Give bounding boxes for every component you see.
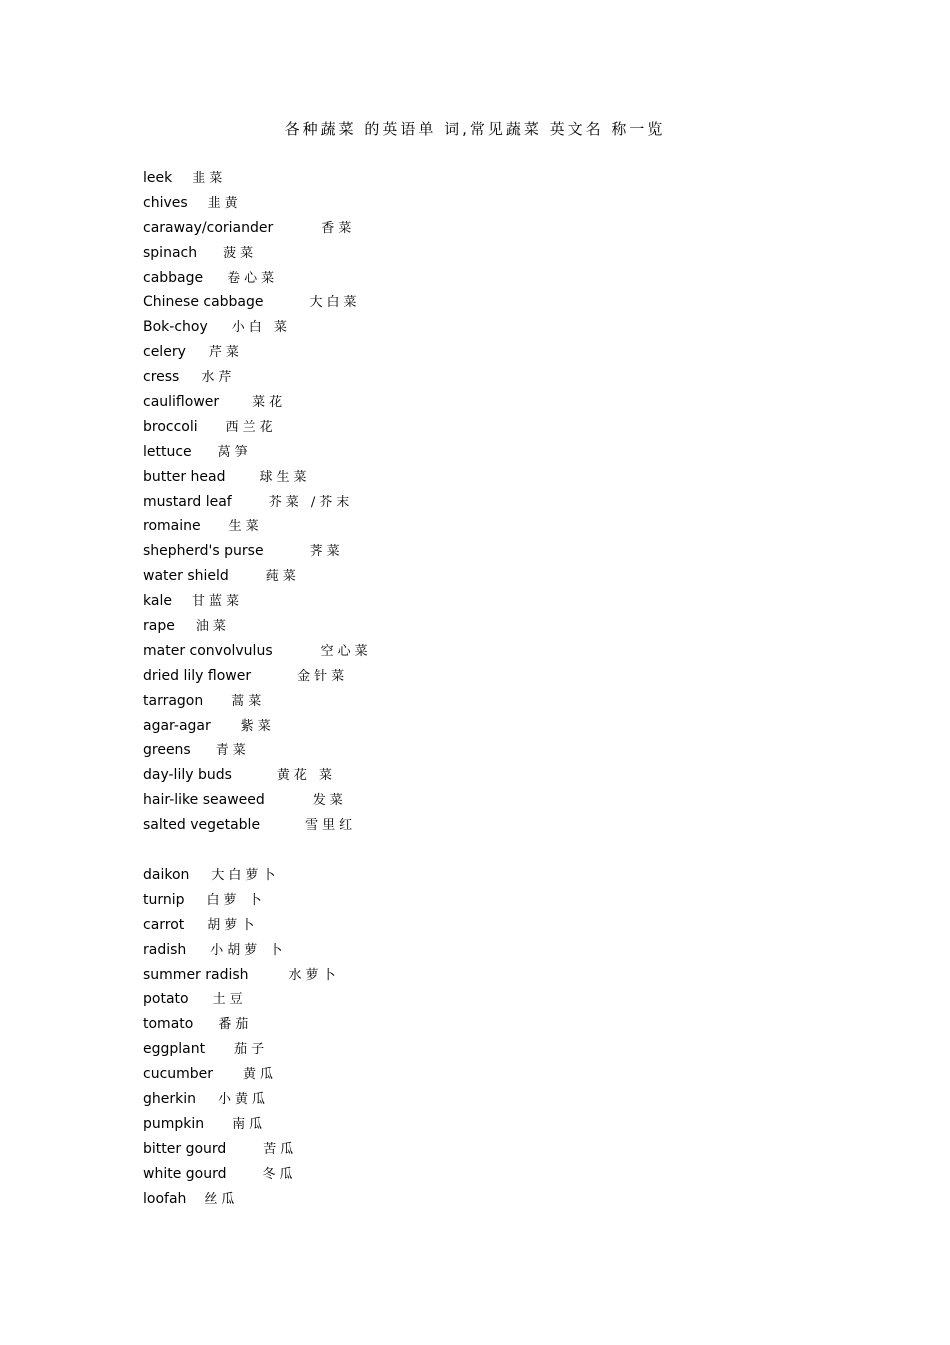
english-term: caraway/coriander [143,219,274,236]
english-term: day-lily buds [143,767,232,784]
chinese-translation: 莼菜 [265,569,300,585]
chinese-translation: 莴笋 [217,444,252,460]
english-term: romaine [143,518,201,535]
english-term: leek [143,170,173,186]
chinese-translation: 油菜 [195,619,230,635]
english-term: Chinese cabbage [143,294,264,311]
english-term: Bok-choy [143,319,208,336]
english-term: carrot [143,916,185,933]
chinese-translation: 韭黄 [207,195,242,211]
chinese-translation: 芹菜 [208,345,243,361]
list-item [143,166,743,191]
english-term: summer radish [143,966,249,983]
list-item [143,465,743,490]
list-item [143,913,743,938]
chinese-translation: 香菜 [321,220,356,236]
chinese-translation: 荠菜 [309,544,344,560]
chinese-translation: 冬瓜 [262,1166,297,1182]
list-item [143,788,743,813]
chinese-translation: 雪里红 [305,818,357,834]
page-title: 各种蔬菜 的英语单 词,常见蔬菜 英文名 称一览 [284,120,666,138]
chinese-translation: 小白 菜 [231,320,291,336]
chinese-translation: 西兰花 [225,419,277,435]
english-term: cucumber [143,1066,214,1083]
chinese-translation: 紫菜 [240,718,275,734]
list-item [143,863,743,888]
english-term: bitter gourd [143,1140,227,1157]
chinese-translation: 茄子 [234,1042,269,1058]
english-term: hair-like seaweed [143,792,265,809]
chinese-translation: 白萝 卜 [206,892,266,908]
list-item [143,938,743,963]
chinese-translation: 南瓜 [232,1116,267,1132]
english-term: agar-agar [143,717,211,734]
english-term: shepherd's purse [143,543,264,560]
chinese-translation: 菜花 [252,395,287,411]
list-item [143,813,743,838]
chinese-translation: 球生菜 [259,469,311,485]
chinese-translation: 胡萝卜 [207,917,259,933]
english-term: mustard leaf [143,493,232,510]
list-item [143,639,743,664]
list-item [143,888,743,913]
chinese-translation: 空心菜 [320,643,372,659]
list-item [143,763,743,788]
english-term: cauliflower [143,394,220,411]
list-item [143,664,743,689]
english-term: dried lily flower [143,667,252,684]
chinese-translation: 水芹 [201,370,236,386]
list-item [143,191,743,216]
chinese-translation: 水萝卜 [288,967,340,983]
english-term: potato [143,991,189,1008]
list-item [143,1187,743,1212]
english-term: butter head [143,468,226,485]
list-item [143,539,743,564]
english-term: rape [143,618,175,635]
list-item [143,1037,743,1062]
chinese-translation: 大白萝卜 [211,867,280,883]
list-item [143,1137,743,1162]
list-item [143,440,743,465]
chinese-translation: 丝瓜 [204,1191,239,1207]
list-item [143,1087,743,1112]
list-item [143,266,743,291]
english-term: cabbage [143,269,204,286]
list-item [143,241,743,266]
english-term: spinach [143,244,198,261]
english-term: tarragon [143,692,204,709]
chinese-translation: 黄瓜 [243,1067,278,1083]
list-item [143,963,743,988]
english-term: celery [143,344,186,361]
english-term: lettuce [143,443,192,460]
english-term: salted vegetable [143,817,261,834]
chinese-translation: 小黄瓜 [218,1091,270,1107]
english-term: water shield [143,568,229,585]
list-item [143,714,743,739]
chinese-translation: 蒿菜 [231,693,266,709]
group-spacer [143,838,743,863]
english-term: chives [143,194,188,211]
english-term: turnip [143,891,185,908]
english-term: radish [143,941,187,958]
list-item [143,415,743,440]
english-term: gherkin [143,1090,196,1107]
list-item [143,1012,743,1037]
chinese-translation: 金针菜 [297,668,349,684]
english-term: broccoli [143,418,198,435]
english-term: cress [143,369,180,386]
chinese-translation: 甘蓝菜 [191,594,243,610]
list-item [143,1062,743,1087]
chinese-translation: 小胡萝 卜 [210,942,287,958]
english-term: pumpkin [143,1115,205,1132]
list-item [143,1162,743,1187]
chinese-translation: 卷心菜 [227,270,279,286]
chinese-translation: 芥菜 /芥末 [268,494,354,510]
chinese-translation: 韭菜 [192,171,227,186]
chinese-translation: 发菜 [312,793,347,809]
chinese-translation: 苦瓜 [263,1141,298,1157]
list-item [143,390,743,415]
list-item [143,564,743,589]
list-item [143,589,743,614]
chinese-translation: 土豆 [212,992,247,1008]
list-item [143,514,743,539]
chinese-translation: 菠菜 [223,245,258,261]
chinese-translation: 青菜 [215,743,250,759]
list-item [143,365,743,390]
list-item [143,738,743,763]
list-item [143,216,743,241]
list-item [143,290,743,315]
list-item [143,490,743,515]
list-item [143,1112,743,1137]
chinese-translation: 生菜 [228,519,263,535]
english-term: tomato [143,1016,194,1033]
chinese-translation: 大白菜 [309,295,361,311]
english-term: loofah [143,1190,187,1207]
list-item [143,614,743,639]
english-term: kale [143,593,172,610]
vocabulary-list [143,166,743,1211]
english-term: mater convolvulus [143,642,273,659]
list-item [143,340,743,365]
list-item [143,315,743,340]
english-term: greens [143,742,191,759]
list-item [143,689,743,714]
english-term: white gourd [143,1165,227,1182]
english-term: daikon [143,866,190,883]
english-term: eggplant [143,1041,206,1058]
list-item [143,987,743,1012]
chinese-translation: 黄花 菜 [276,768,337,784]
chinese-translation: 番茄 [218,1017,253,1033]
